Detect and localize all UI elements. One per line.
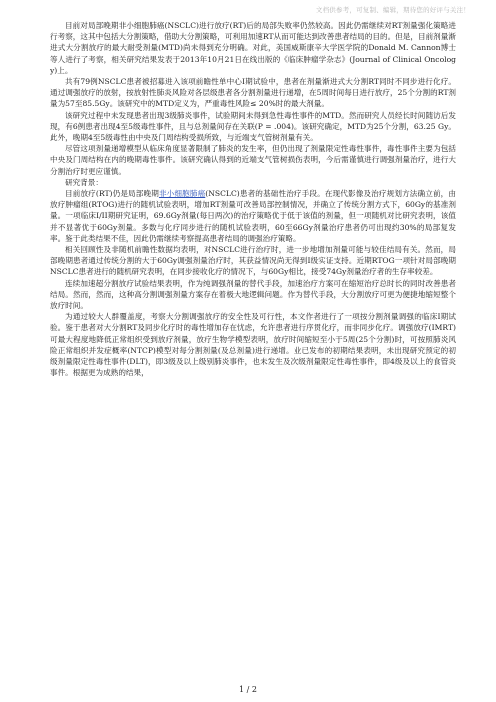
section-heading: 研究背景： bbox=[65, 177, 103, 187]
paragraph: 共有79例NSCLC患者被招募进入该项前瞻性单中心I期试验中，患者在剂量渐进式大分割RT同时不同步进行化疗。通过调强放疗的放射，按放射性肺炎风险对各层级患者各分割剂量进行递增，在5周时间每日进行放疗，25个分割的RT剂量为57至85.5Gy。该研究中的MTD定义为，严重毒性风险≤ 20%时的最大剂量。 bbox=[50, 77, 456, 109]
nsclc-link[interactable]: 非小细胞肺癌 bbox=[158, 189, 206, 199]
paragraph: 该研究过程中未发现患者出现3级肺炎事件，试验期间未得到急性毒性事件的MTD。然而研究人员经长时间随访后发现，有6例患者出现4至5级毒性事件，且与总剂量间存在关联(P = .004)。该研究确定，MTD为25个分割，63.25 Gy。此外，晚期4至5级毒性由中央及门周结构受损所致，与近端支气管树剂量有关。 bbox=[50, 110, 456, 143]
paragraph: 尽管这项剂量递增模型从临床角度显著限制了肺炎的发生率，但仍出现了剂量限定性毒性事件，毒性事件主要为包括中央及门周结构在内的晚期毒性事件。该研究确认得到的近端支气管树损伤表明，今后需谨慎进行调强剂量治疗，进行大分割治疗时更应谨慎。 bbox=[50, 144, 456, 176]
page-number: 1 / 2 bbox=[239, 685, 257, 694]
document-body bbox=[50, 20, 456, 379]
paragraph-with-link: 目前放疗(RT)仍是局部晚期非小细胞肺癌(NSCLC)患者的基础性治疗手段。在现代影像及治疗规划方法确立前，由放疗肿瘤组(RTOG)进行的随机试验表明，增加RT剂量可改善局部控制情况，并确立了传统分割方式下，60Gy的基准剂量。一项临床I/II期研究证明，69.6Gy剂量(每日两次)的治疗策略优于低于该值的剂量，但一项随机对比研究表明，该值并不显著优于60Gy剂量。多数与化疗同步进行的随机试验表明，60至66Gy剂量治疗患者仍可出现约30%的局部复发率。鉴于此类结果不佳，因此仍需继续考察提高患者结局的调强治疗策略。 bbox=[50, 189, 456, 243]
paragraph: 为通过较大人群覆盖度，考察大分割调强放疗的安全性及可行性，本文作者进行了一项按分割剂量调强的临床I期试验。鉴于患者对大分割RT及同步化疗时的毒性增加存在忧虑，允许患者进行序贯化疗，而非同步化疗。调强放疗(IMRT)可最大程度地降低正常组织受到放疗剂量，放疗生物学模型表明，放疗时间缩短至小于5周(25个分割)时，可按照肺炎风险正常组织并发症概率(NTCP)模型对每分割剂量(及总剂量)进行递增。业已发布的初期结果表明，未出现研究预定的初级剂量限定性毒性事件(DLT)，即3级及以上级别肺炎事件，也未发生及次级剂量限定性毒性事件，即4级及以上的食管炎事件。根据更为成熟的结果， bbox=[50, 312, 456, 378]
paragraph: 连续加速超分割放疗试验结果表明，作为纯调强剂量的替代手段，加速治疗方案可在缩短治疗总时长的同时改善患者结局。然而，然而，这种高分割调强剂量方案存在着极大地逻辑问题。作为替代手段，大分割放疗可更为便捷地缩短整个放疗时间。 bbox=[50, 278, 456, 311]
paragraph: 目前对局部晚期非小细胞肺癌(NSCLC)进行放疗(RT)后的局部失败率仍然较高。因此仍需继续对RT剂量强化策略进行考察，这其中包括大分割策略，借助大分割策略，可利用加速RT从而可能达到改善患者结局的目的。但是，目前剂量渐进式大分割放疗的最大耐受剂量(MTD)尚未得到充分明确。对此，美国威斯康辛大学医学院的Donald M. Cannon博士等人进行了考察，相关研究结果发表于2013年10月21日在线出版的《临床肿瘤学杂志》(Journal of Clinical Oncology)上。 bbox=[50, 21, 456, 75]
paragraph: 相关回顾性及非随机前瞻性数据均表明，对NSCLC进行治疗时，进一步地增加剂量可能与较佳结局有关。然而，局部晚期患者通过传统分割的大于60Gy调强剂量治疗时，其获益情况尚无得到I级实证支持。近期RTOG一项针对局部晚期NSCLC患者进行的随机研究表明，在同步接收化疗的情况下，与60Gy相比，接受74Gy剂量治疗者的生存率较差。 bbox=[50, 245, 456, 277]
header-note: 文档供参考，可复制、编辑，期待您的好评与关注！ bbox=[315, 6, 470, 14]
